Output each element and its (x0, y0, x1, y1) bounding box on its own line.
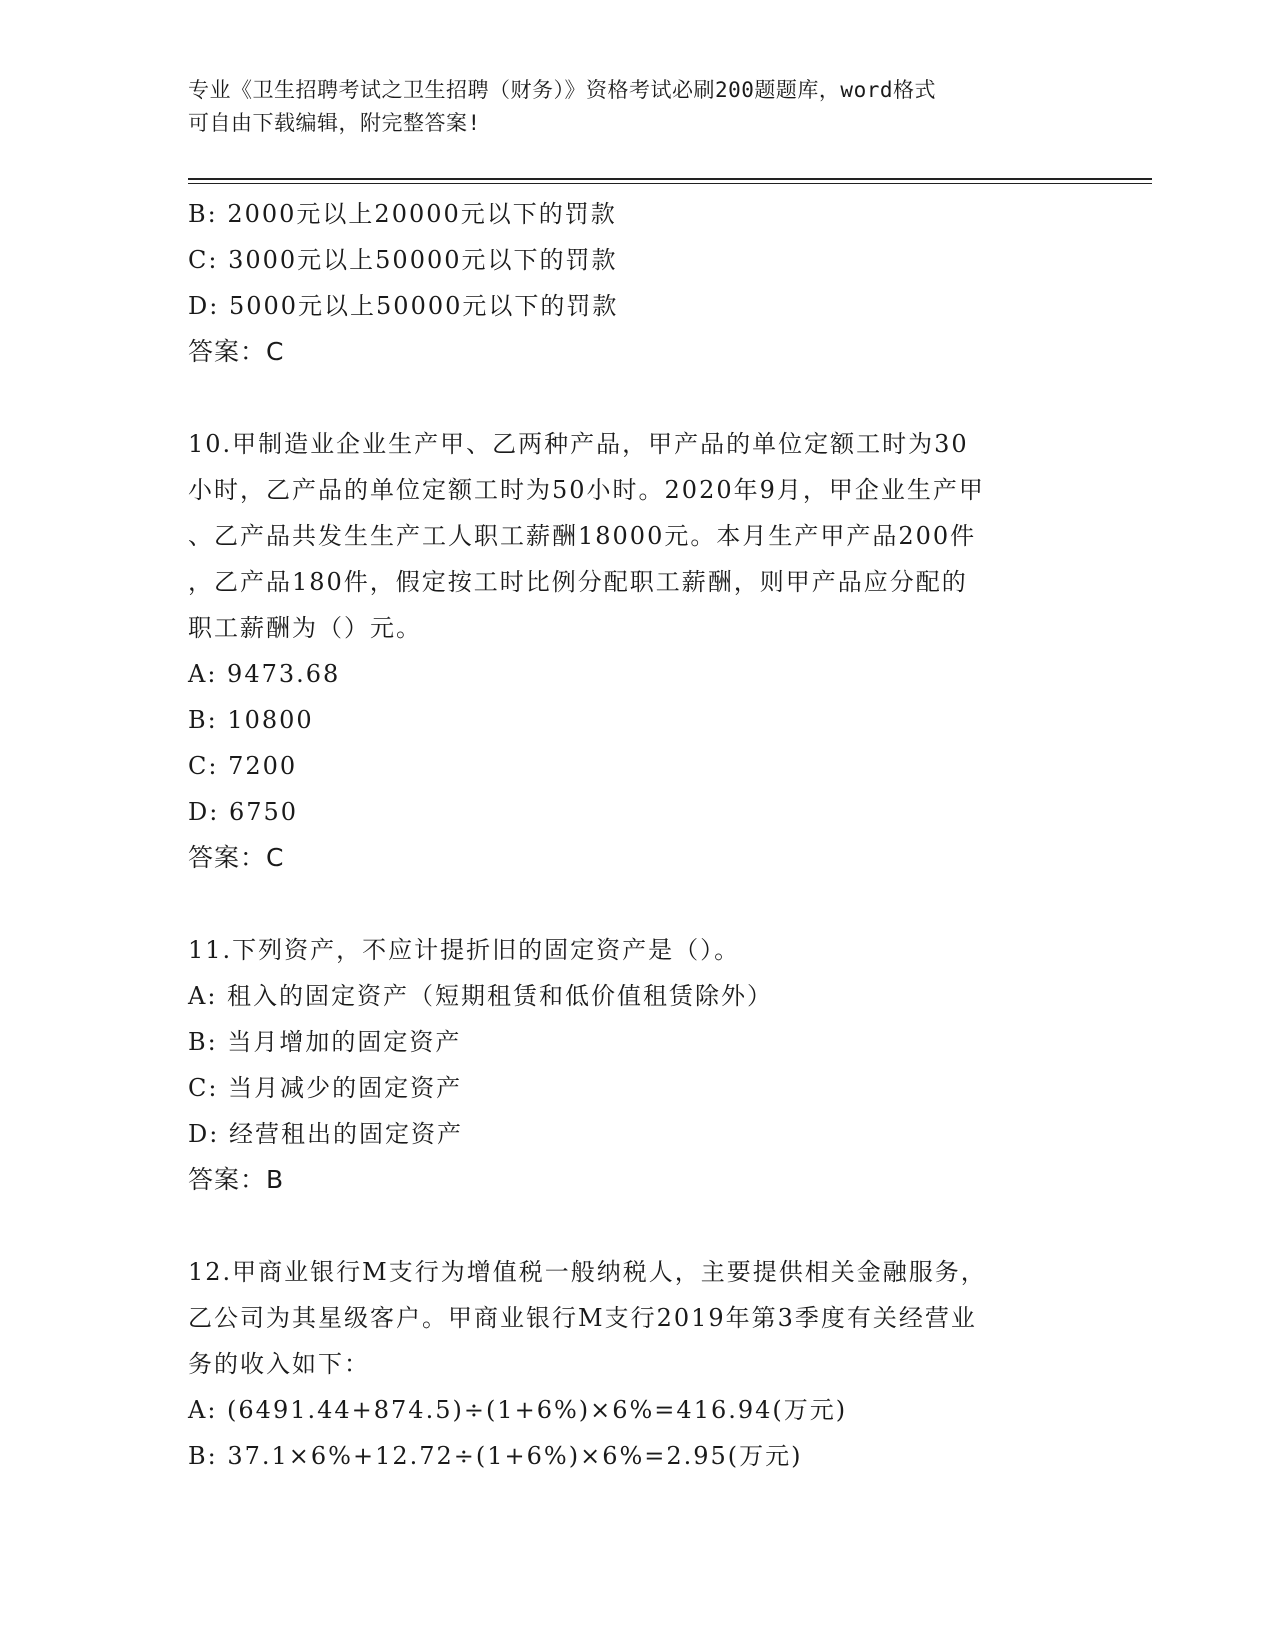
header-line-1: 专业《卫生招聘考试之卫生招聘（财务）》资格考试必刷200题题库，word格式 (188, 78, 936, 102)
answer-line: 答案：C (188, 843, 285, 872)
option-line: C: 7200 (188, 752, 298, 780)
answer-line: 答案：C (188, 337, 285, 366)
question-text-line: 职工薪酬为（）元。 (188, 614, 422, 642)
option-line: D: 6750 (188, 798, 299, 826)
question-block (188, 1249, 1088, 1479)
question-text-line: 12.甲商业银行M支行为增值税一般纳税人，主要提供相关金融服务， (188, 1258, 987, 1286)
option-line: B: 37.1×6%+12.72÷(1+6%)×6%=2.95(万元) (188, 1442, 803, 1470)
option-line: C: 当月减少的固定资产 (188, 1074, 463, 1102)
option-line: D: 经营租出的固定资产 (188, 1120, 463, 1148)
header-divider-thin (188, 183, 1152, 184)
option-line: C: 3000元以上50000元以下的罚款 (188, 246, 618, 274)
document-header (188, 74, 1088, 140)
question-block (188, 421, 1088, 881)
question-list (188, 191, 1088, 1479)
block-spacer (188, 1203, 1088, 1249)
answer-line: 答案：B (188, 1165, 285, 1194)
question-block (188, 191, 1088, 375)
option-line: A: 租入的固定资产（短期租赁和低价值租赁除外） (188, 982, 774, 1010)
question-text-line: 11.下列资产，不应计提折旧的固定资产是（）。 (188, 936, 741, 964)
block-spacer (188, 881, 1088, 927)
option-line: B: 2000元以上20000元以下的罚款 (188, 200, 617, 228)
question-text-line: ，乙产品180件，假定按工时比例分配职工薪酬，则甲产品应分配的 (188, 568, 968, 596)
header-line-2: 可自由下载编辑，附完整答案! (188, 111, 481, 135)
question-block (188, 927, 1088, 1203)
question-text-line: 务的收入如下： (188, 1350, 370, 1378)
header-divider-thick (188, 178, 1152, 180)
option-line: B: 10800 (188, 706, 314, 734)
question-text-line: 乙公司为其星级客户。甲商业银行M支行2019年第3季度有关经营业 (188, 1304, 977, 1332)
option-line: A: 9473.68 (188, 660, 341, 688)
question-text-line: 、乙产品共发生生产工人职工薪酬18000元。本月生产甲产品200件 (188, 522, 977, 550)
option-line: D: 5000元以上50000元以下的罚款 (188, 292, 619, 320)
block-spacer (188, 375, 1088, 421)
question-text-line: 小时，乙产品的单位定额工时为50小时。2020年9月，甲企业生产甲 (188, 476, 985, 504)
option-line: B: 当月增加的固定资产 (188, 1028, 462, 1056)
question-text-line: 10.甲制造业企业生产甲、乙两种产品，甲产品的单位定额工时为30 (188, 430, 969, 458)
option-line: A: (6491.44+874.5)÷(1+6%)×6%=416.94(万元) (188, 1396, 848, 1424)
